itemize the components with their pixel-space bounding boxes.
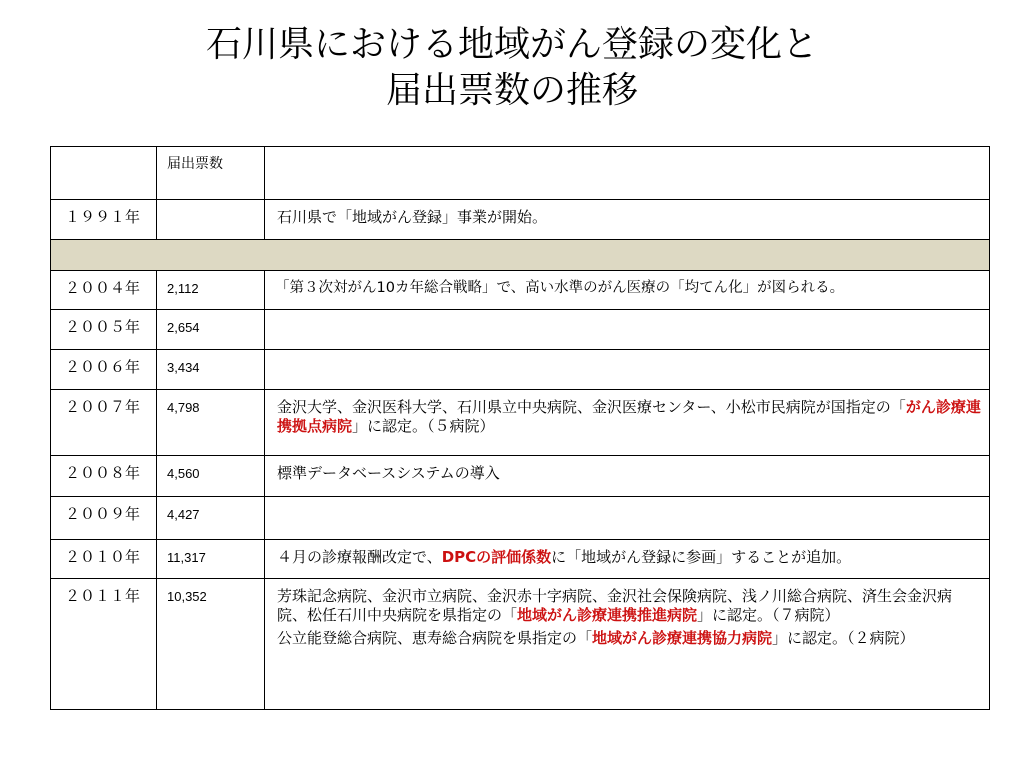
event-paragraph [277, 587, 981, 625]
event-text: 芳珠記念病院、金沢市立病院、金沢赤十字病院、金沢社会保険病院、浅ノ川総合病院、済生会金沢病院、松任石川中央病院を県指定の「 [277, 587, 953, 624]
band-cell [51, 240, 990, 271]
table-row [51, 456, 990, 497]
year-cell: ２００４年 [51, 271, 157, 310]
event-paragraph [277, 629, 981, 648]
event-text: 金沢大学、金沢医科大学、石川県立中央病院、金沢医療センター、小松市民病院が国指定の「 [277, 398, 906, 416]
header-year [51, 147, 157, 200]
count-cell: 4,560 [157, 456, 265, 497]
event-cell: 石川県で「地域がん登録」事業が開始。 [265, 200, 990, 240]
slide-title [0, 22, 1024, 114]
event-cell [265, 540, 990, 579]
count-cell: 2,112 [157, 271, 265, 310]
registration-table [50, 146, 990, 710]
year-cell: ２００７年 [51, 390, 157, 456]
highlight-text: 地域がん診療連携協力病院 [592, 629, 773, 647]
event-cell [265, 497, 990, 540]
year-cell: ２０１１年 [51, 579, 157, 710]
count-cell: 2,654 [157, 310, 265, 350]
event-text: 」に認定。（２病院） [772, 629, 915, 647]
event-cell [265, 310, 990, 350]
event-cell: 「第３次対がん10カ年総合戦略」で、高い水準のがん医療の「均てん化」が図られる。 [265, 271, 990, 310]
table-row [51, 497, 990, 540]
highlight-text: 地域がん診療連携推進病院 [517, 606, 698, 624]
event-text: 」に認定。（７病院） [697, 606, 840, 624]
title-line-1: 石川県における地域がん登録の変化と [205, 24, 818, 65]
table-row [51, 310, 990, 350]
highlight-text: がん診療連携拠点病院 [277, 398, 981, 435]
year-cell: ２００５年 [51, 310, 157, 350]
count-cell: 10,352 [157, 579, 265, 710]
event-cell: 標準データベースシステムの導入 [265, 456, 990, 497]
event-text: 」に認定。（５病院） [352, 417, 495, 435]
event-cell [265, 350, 990, 390]
count-cell: 4,798 [157, 390, 265, 456]
table-row [51, 271, 990, 310]
count-cell: 3,434 [157, 350, 265, 390]
header-event [265, 147, 990, 200]
event-text: 公立能登総合病院、恵寿総合病院を県指定の「 [277, 629, 593, 647]
table-row [51, 390, 990, 456]
highlight-text: DPCの評価係数 [441, 548, 552, 566]
count-cell [157, 200, 265, 240]
table-header-row [51, 147, 990, 200]
event-cell [265, 579, 990, 710]
year-cell: １９９１年 [51, 200, 157, 240]
year-cell: ２０１０年 [51, 540, 157, 579]
year-cell: ２００８年 [51, 456, 157, 497]
year-cell: ２００９年 [51, 497, 157, 540]
table-row [51, 579, 990, 710]
table-band-row [51, 240, 990, 271]
table-row [51, 200, 990, 240]
count-cell: 4,427 [157, 497, 265, 540]
count-cell: 11,317 [157, 540, 265, 579]
table-row [51, 540, 990, 579]
title-line-2: 届出票数の推移 [385, 70, 638, 111]
header-count: 届出票数 [157, 147, 265, 200]
event-text: ４月の診療報酬改定で、 [277, 548, 442, 566]
table-row [51, 350, 990, 390]
event-cell [265, 390, 990, 456]
event-text: に「地域がん登録に参画」することが追加。 [551, 548, 852, 566]
year-cell: ２００６年 [51, 350, 157, 390]
